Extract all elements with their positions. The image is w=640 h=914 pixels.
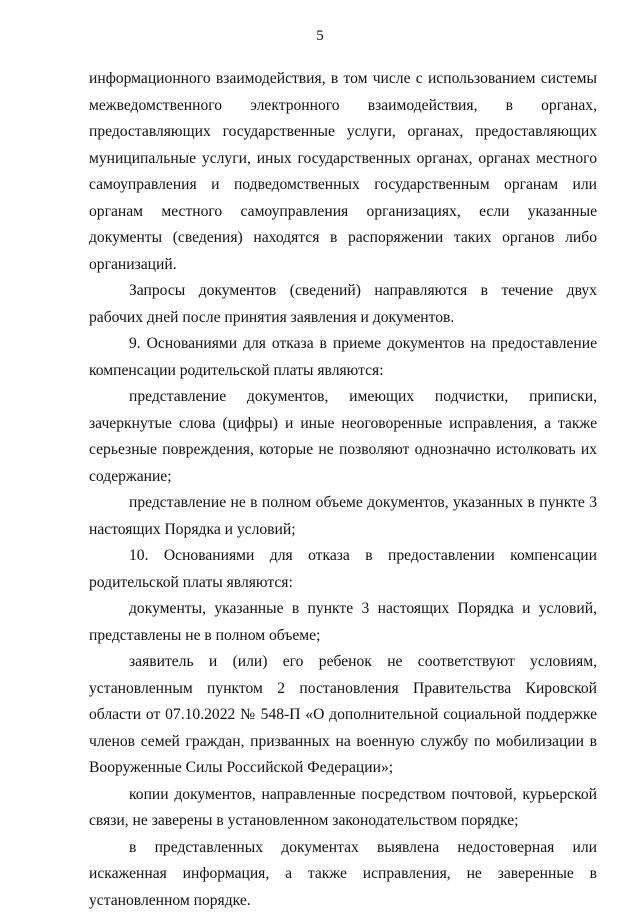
paragraph-item-9-ground-2: представление не в полном объеме документов, указанных в пункте 3 настоящих Порядка и условий; xyxy=(89,490,597,543)
paragraph-document-requests: Запросы документов (сведений) направляются в течение двух рабочих дней после принятия заявления и документов. xyxy=(89,278,597,331)
paragraph-item-10-ground-1: документы, указанные в пункте 3 настоящих Порядка и условий, представлены не в полном объеме; xyxy=(89,596,597,649)
paragraph-continuation: информационного взаимодействия, в том числе с использованием системы межведомственного электронного взаимодействия, в органах, предоставляющих государственные услуги, органах, предоставляющих муниципальные услуги, иных государственных органах, органах местного самоуправления и подведомственных государственным органам или органам местного самоуправления организациях, если указанные документы (сведения) находятся в распоряжении таких органов либо организаций. xyxy=(89,66,597,278)
paragraph-item-9: 9. Основаниями для отказа в приеме документов на предоставление компенсации родительской платы являются: xyxy=(89,331,597,384)
paragraph-item-10: 10. Основаниями для отказа в предоставлении компенсации родительской платы являются: xyxy=(89,543,597,596)
paragraph-item-9-ground-1: представление документов, имеющих подчистки, приписки, зачеркнутые слова (цифры) и иные неоговоренные исправления, а также серьезные повреждения, которые не позволяют однозначно истолковать их содержание; xyxy=(89,384,597,490)
paragraph-item-10-ground-2: заявитель и (или) его ребенок не соответствуют условиям, установленным пунктом 2 постановления Правительства Кировской области от 07.10.2022 № 548-П «О дополнительной социальной поддержке членов семей граждан, призванных на военную службу по мобилизации в Вооруженные Силы Российской Федерации»; xyxy=(89,649,597,782)
paragraph-item-10-ground-4: в представленных документах выявлена недостоверная или искаженная информация, а также исправления, не заверенные в установленном порядке. xyxy=(89,835,597,914)
paragraph-item-10-ground-3: копии документов, направленные посредством почтовой, курьерской связи, не заверены в установленном законодательством порядке; xyxy=(89,782,597,835)
document-body xyxy=(89,66,597,914)
page-number: 5 xyxy=(0,26,640,46)
